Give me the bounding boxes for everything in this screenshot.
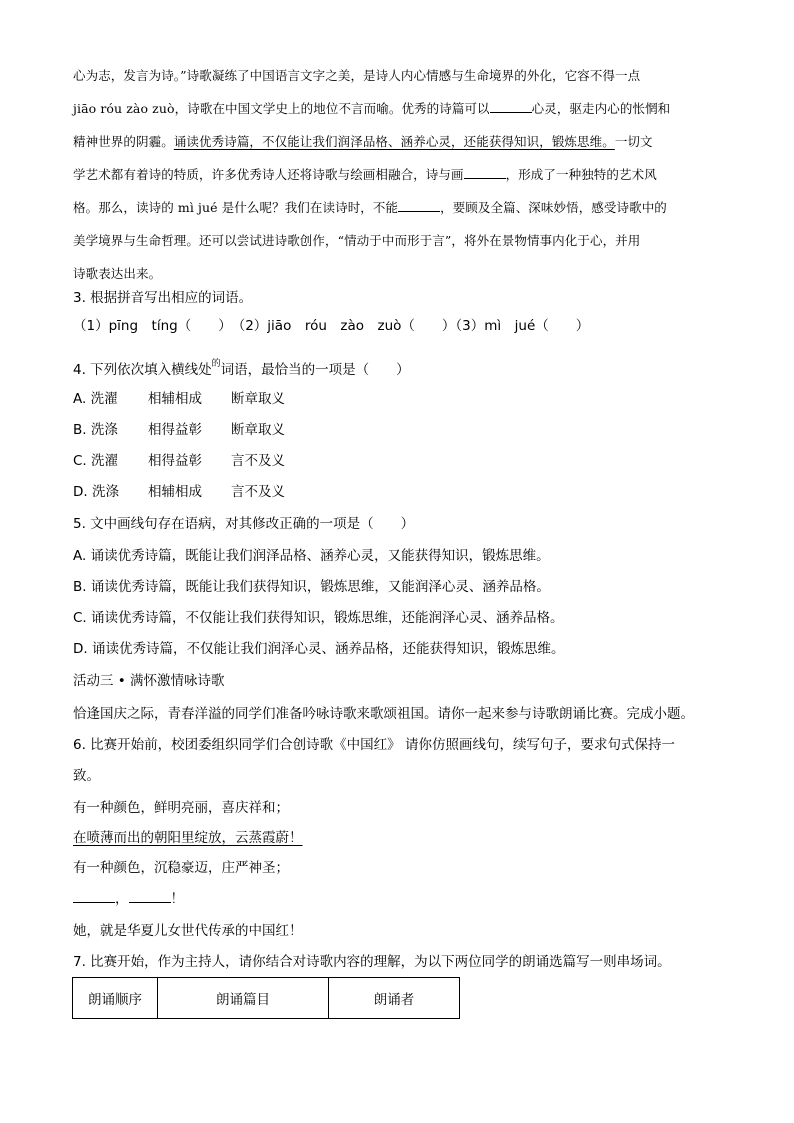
underlined-sentence: 诵读优秀诗篇，不仅能让我们润泽品格、涵养心灵，还能获得知识，锻炼思维。 — [173, 134, 615, 149]
recitation-order-table — [72, 977, 460, 1019]
question-4-stem — [73, 355, 410, 379]
q4-stem-text: 词语，最恰当的一项是（ ） — [220, 362, 410, 378]
exclamation: ！ — [170, 891, 184, 907]
passage-text: 心灵，驱走内心的怅惘和 — [531, 101, 671, 116]
option-word-2: 相得益彰 — [148, 422, 202, 438]
option-word-3: 断章取义 — [231, 422, 285, 438]
poem-line-2-underlined: 在喷薄而出的朝阳里绽放，云蒸霞蔚！ — [73, 830, 303, 846]
question-3-stem: 3. 根据拼音写出相应的词语。 — [73, 290, 253, 306]
passage-line-3 — [73, 133, 653, 151]
passage-line-5 — [73, 199, 667, 217]
passage-text: 精神世界的阴霾。 — [73, 134, 174, 149]
poem-line-5: 她，就是华夏儿女世代传承的中国红！ — [73, 923, 303, 939]
fill-blank-1[interactable] — [490, 100, 532, 113]
q5-option-b[interactable]: B. 诵读优秀诗篇，既能让我们获得知识，锻炼思维，又能润泽心灵、涵养品格。 — [73, 579, 550, 595]
fill-blank-2[interactable] — [464, 166, 506, 179]
q4-option-c[interactable] — [73, 452, 285, 470]
passage-text: jiāo róu zào zuò，诗歌在中国文学史上的地位不言而喻。优秀的诗篇可以 — [73, 101, 490, 116]
option-word-2: 相得益彰 — [148, 453, 202, 469]
q5-option-c[interactable]: C. 诵读优秀诗篇，不仅能让我们获得知识，锻炼思维，还能润泽心灵、涵养品格。 — [73, 610, 564, 626]
passage-text: 一切文 — [614, 134, 653, 149]
passage-text: ，要顾及全篇、深味妙悟，感受诗歌中的 — [440, 200, 667, 215]
q5-option-d[interactable]: D. 诵读优秀诗篇，不仅能让我们润泽心灵、涵养品格，还能获得知识，锻炼思维。 — [73, 641, 565, 657]
question-6-stem-cont: 致。 — [73, 768, 100, 784]
q4-stem-text: 4. 下列依次填入横线处 — [73, 362, 212, 378]
option-word-3: 言不及义 — [231, 453, 285, 469]
question-5-stem: 5. 文中画线句存在语病，对其修改正确的一项是（ ） — [73, 516, 415, 532]
passage-line-6: 美学境界与生命哲理。还可以尝试进诗歌创作，“情动于中而形于言”，将外在景物情事内化于心，并用 — [73, 233, 641, 248]
header-reciter: 朗诵者 — [329, 978, 460, 1019]
option-word-2: 相辅相成 — [148, 391, 202, 407]
poem-line-3: 有一种颜色，沉稳豪迈，庄严神圣； — [73, 860, 289, 876]
passage-line-1: 心为志，发言为诗。”诗歌凝练了中国语言文字之美，是诗人内心情感与生命境界的外化，它容不得一点 — [73, 68, 641, 83]
option-word-1: C. 洗濯 — [73, 453, 119, 469]
passage-text: ，形成了一种独特的艺术风 — [505, 167, 657, 182]
fill-blank-poem-2[interactable] — [129, 890, 171, 903]
passage-line-2 — [73, 100, 670, 118]
passage-text: 格。那么，读诗的 mì jué 是什么呢？我们在读诗时，不能 — [73, 200, 399, 215]
option-word-3: 断章取义 — [231, 391, 285, 407]
poem-line-1: 有一种颜色，鲜明亮丽，喜庆祥和； — [73, 800, 289, 816]
q5-option-a[interactable]: A. 诵读优秀诗篇，既能让我们润泽品格、涵养心灵，又能获得知识，锻炼思维。 — [73, 548, 550, 564]
option-word-1: D. 洗涤 — [73, 484, 119, 500]
q4-option-d[interactable] — [73, 483, 285, 501]
table-header-row — [73, 978, 460, 1019]
option-word-3: 言不及义 — [231, 484, 285, 500]
passage-text: 学艺术都有着诗的特质，许多优秀诗人还将诗歌与绘画相融合，诗与画 — [73, 167, 464, 182]
passage-line-7: 诗歌表达出来。 — [73, 266, 162, 281]
q4-option-b[interactable] — [73, 421, 285, 439]
activity-3-title: 活动三 • 满怀激情咏诗歌 — [73, 673, 225, 689]
q4-stem-superscript: 的 — [211, 359, 221, 369]
option-word-1: B. 洗涤 — [73, 422, 118, 438]
question-3-items: （1）pīng tíng（ ） （2）jiāo róu zào zuò（ ）（3）mì jué（ ） — [73, 318, 590, 334]
passage-line-4 — [73, 166, 657, 184]
q4-option-a[interactable] — [73, 390, 285, 408]
question-7-stem: 7. 比赛开始，作为主持人，请你结合对诗歌内容的理解，为以下两位同学的朗诵选篇写一则串场词。 — [73, 954, 671, 970]
question-6-stem: 6. 比赛开始前，校团委组织同学们合创诗歌《中国红》 请你仿照画线句，续写句子，要求句式保持一 — [73, 737, 675, 753]
header-order: 朗诵顺序 — [73, 978, 158, 1019]
option-word-1: A. 洗濯 — [73, 391, 118, 407]
activity-3-intro: 恰逢国庆之际，青春洋溢的同学们准备吟咏诗歌来歌颂祖国。请你一起来参与诗歌朗诵比赛。完成小题。 — [73, 706, 694, 722]
fill-blank-poem-1[interactable] — [73, 890, 115, 903]
fill-blank-3[interactable] — [398, 199, 440, 212]
comma: ， — [115, 891, 129, 907]
option-word-2: 相辅相成 — [148, 484, 202, 500]
header-title: 朗诵篇目 — [158, 978, 329, 1019]
poem-line-4-blanks — [73, 890, 184, 908]
